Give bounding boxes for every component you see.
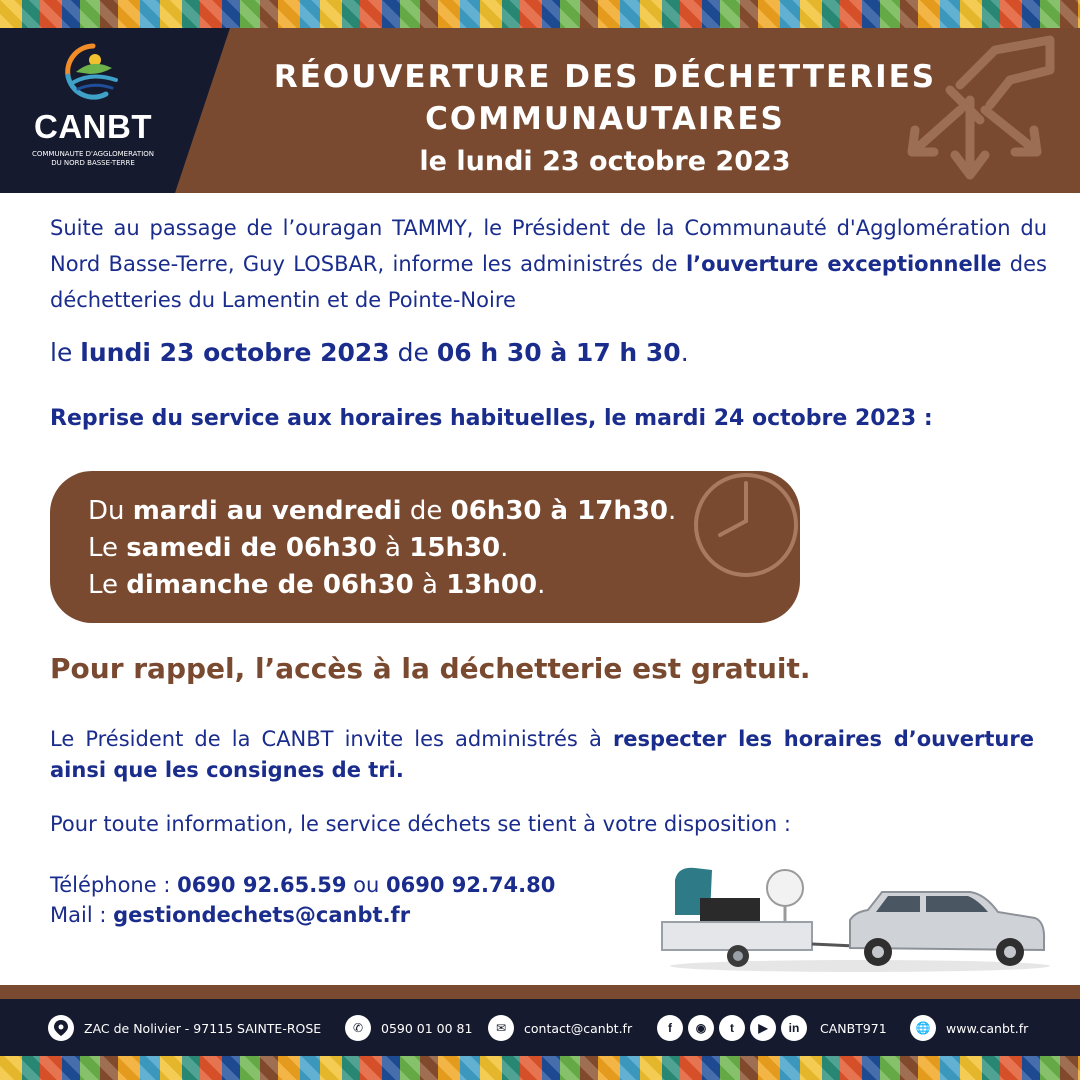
mail-icon: ✉	[488, 1015, 514, 1041]
free-access-reminder: Pour rappel, l’accès à la déchetterie est gratuit.	[50, 652, 811, 685]
footer-website-text: www.canbt.fr	[946, 1020, 1029, 1036]
title-line-1: RÉOUVERTURE DES DÉCHETTERIES	[273, 59, 937, 95]
hand-recycle-icon	[900, 30, 1060, 180]
decorative-bottom-pattern	[0, 1056, 1080, 1080]
twitter-icon[interactable]: t	[719, 1015, 745, 1041]
respect-text: Le Président de la CANBT invite les administrés à	[50, 727, 613, 751]
location-pin-icon	[48, 1015, 74, 1041]
footer-email-text: contact@canbt.fr	[524, 1020, 633, 1036]
hours-weekdays-time: 06h30 à 17h30	[450, 496, 669, 526]
social-handle: CANBT971	[820, 1020, 887, 1036]
opening-date: lundi 23 octobre 2023	[80, 338, 390, 367]
footer-phone[interactable]	[345, 1015, 472, 1041]
linkedin-icon[interactable]: in	[781, 1015, 807, 1041]
hours-sunday-day: dimanche de 06h30	[126, 570, 414, 600]
service-resumption-heading: Reprise du service aux horaires habituelles, le mardi 24 octobre 2023 :	[50, 406, 933, 431]
intro-highlight: l’ouverture exceptionnelle	[685, 252, 1002, 276]
youtube-icon[interactable]: ▶	[750, 1015, 776, 1041]
hours-weekdays	[88, 493, 676, 530]
phone-number-1[interactable]: 0690 92.65.59	[177, 873, 347, 897]
phone-label: Téléphone :	[50, 873, 178, 897]
phone-icon: ✆	[345, 1015, 371, 1041]
mail-address[interactable]: gestiondechets@canbt.fr	[113, 903, 411, 927]
respect-paragraph	[50, 724, 1034, 786]
footer-address	[48, 1015, 321, 1041]
hours-saturday	[88, 530, 676, 567]
logo-subtitle-line-1: COMMUNAUTE D'AGGLOMERATION	[31, 150, 155, 158]
header-banner	[0, 28, 1080, 193]
phone-line	[50, 870, 555, 900]
hours-weekdays-end: .	[668, 496, 677, 526]
phone-separator: ou	[346, 873, 386, 897]
footer-phone-text: 0590 01 00 81	[381, 1020, 473, 1036]
hours-list	[88, 493, 676, 604]
hours-saturday-pre: Le	[88, 533, 127, 563]
information-line: Pour toute information, le service déchets se tient à votre disposition :	[50, 812, 791, 836]
phone-number-2[interactable]: 0690 92.74.80	[385, 873, 556, 897]
instagram-icon[interactable]: ◉	[688, 1015, 714, 1041]
clock-icon	[690, 471, 800, 585]
logo-subtitle-line-2: DU NORD BASSE-TERRE	[51, 159, 135, 167]
title-date: le lundi 23 octobre 2023	[419, 146, 791, 177]
car-with-trailer-illustration	[650, 860, 1050, 975]
title-line-2: COMMUNAUTAIRES	[425, 101, 785, 137]
date-suffix: .	[680, 338, 689, 367]
footer-address-text: ZAC de Nolivier - 97115 SAINTE-ROSE	[84, 1020, 322, 1036]
hours-saturday-end: .	[500, 533, 509, 563]
intro-paragraph	[50, 210, 1047, 318]
hours-sunday-time: 13h00	[446, 570, 538, 600]
mail-label: Mail :	[50, 903, 114, 927]
respect-highlight: respecter les horaires d’ouverture ainsi que les consignes de tri.	[50, 727, 1034, 782]
hours-sunday	[88, 567, 676, 604]
hours-weekdays-mid: de	[401, 496, 451, 526]
footer-social	[657, 1015, 887, 1041]
hours-weekdays-pre: Du	[88, 496, 133, 526]
hours-sunday-mid: à	[413, 570, 447, 600]
hours-saturday-time: 15h30	[409, 533, 501, 563]
contact-block	[50, 870, 555, 930]
page-title	[240, 56, 970, 182]
hours-saturday-mid: à	[376, 533, 410, 563]
intro-text-1: Suite au passage de l’ouragan TAMMY, le Président de la Communauté d'Agglomération du Nord Basse-Terre, Guy LOSBAR, informe les administrés de	[50, 216, 1047, 276]
globe-icon: 🌐	[910, 1015, 936, 1041]
opening-hours-box	[50, 471, 800, 623]
decorative-top-pattern	[0, 0, 1080, 28]
hours-sunday-pre: Le	[88, 570, 127, 600]
canbt-logo-icon	[62, 42, 124, 100]
opening-date-line	[50, 338, 689, 367]
footer-email[interactable]	[488, 1015, 632, 1041]
hours-sunday-end: .	[537, 570, 546, 600]
hours-saturday-day: samedi de 06h30	[126, 533, 377, 563]
logo-subtitle	[28, 150, 158, 168]
logo-wordmark: CANBT	[34, 108, 152, 145]
facebook-icon[interactable]: f	[657, 1015, 683, 1041]
opening-hours: 06 h 30 à 17 h 30	[436, 338, 681, 367]
hours-weekdays-days: mardi au vendredi	[132, 496, 402, 526]
footer-accent-line	[0, 985, 1080, 999]
date-mid: de	[389, 338, 437, 367]
canbt-logo	[28, 42, 158, 168]
date-prefix: le	[50, 338, 81, 367]
footer-bar	[0, 999, 1080, 1056]
footer-website[interactable]	[910, 1015, 1028, 1041]
intro-text-2: des déchetteries du Lamentin et de Pointe-Noire	[50, 252, 1047, 312]
mail-line	[50, 900, 555, 930]
